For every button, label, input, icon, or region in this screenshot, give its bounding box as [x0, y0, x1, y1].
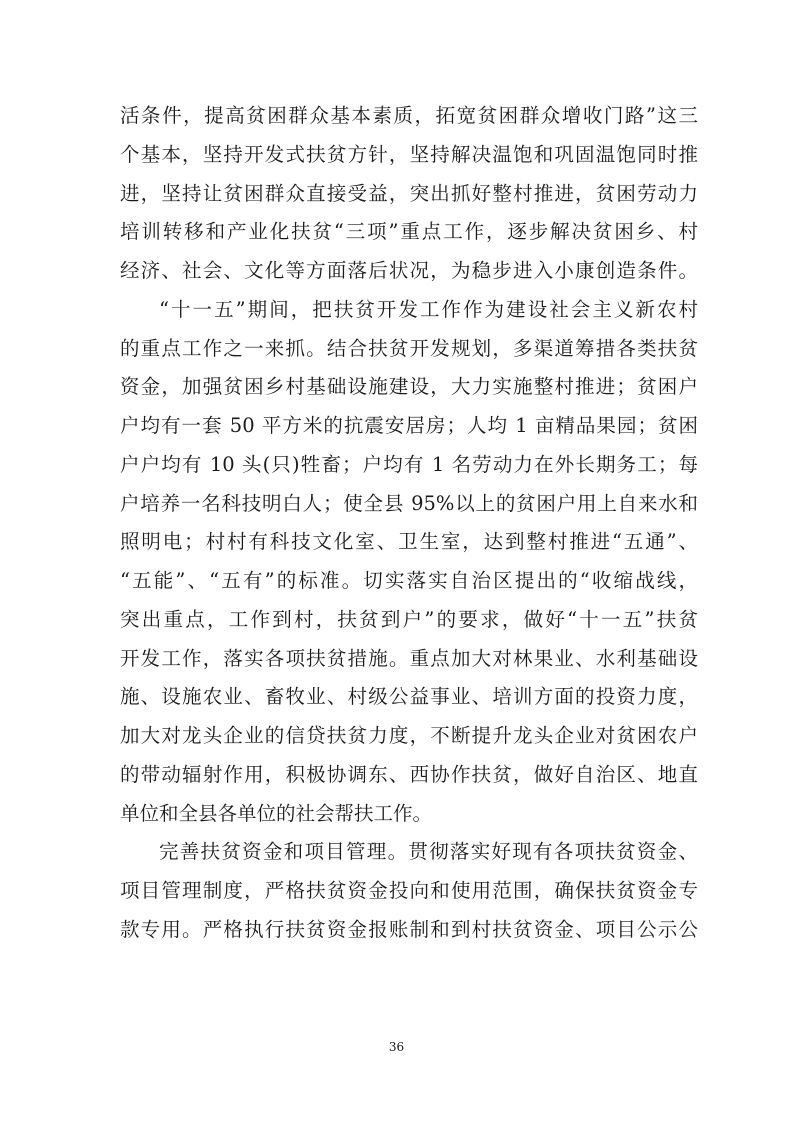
paragraph-3-line-1: 完善扶贫资金和项目管理。贯彻落实好现有各项扶贫资金、	[159, 840, 698, 864]
paragraph-2-line-8: “五能”、“五有”的标准。切实落实自治区提出的“收缩战线，	[120, 569, 698, 592]
paragraph-2-line-11: 施、设施农业、畜牧业、村级公益事业、培训方面的投资力度，	[120, 685, 698, 709]
paragraph-1-line-1: 活条件，提高贫困群众基本素质，拓宽贫困群众增收门路”这三	[120, 104, 698, 127]
paragraph-2-line-14: 单位和全县各单位的社会帮扶工作。	[120, 801, 433, 825]
paragraph-3-line-3: 款专用。严格执行扶贫资金报账制和到村扶贫资金、项目公示公	[120, 917, 698, 941]
paragraph-2-line-5: 户户均有 10 头(只)牲畜；户均有 1 名劳动力在外长期务工；每	[120, 452, 698, 476]
paragraph-1-line-4: 培训转移和产业化扶贫“三项”重点工作，逐步解决贫困乡、村	[120, 220, 698, 244]
page-number: 36	[388, 1040, 405, 1054]
paragraph-1-line-2: 个基本，坚持开发式扶贫方针，坚持解决温饱和巩固温饱同时推	[120, 142, 698, 166]
paragraph-3-line-2: 项目管理制度，严格扶贫资金投向和使用范围，确保扶贫资金专	[120, 879, 698, 902]
paragraph-2-line-9: 突出重点，工作到村，扶贫到户”的要求，做好“十一五”扶贫	[120, 607, 698, 631]
paragraph-2-line-6: 户培养一名科技明白人；使全县 95%以上的贫困户用上自来水和	[120, 491, 698, 515]
paragraph-1-line-5: 经济、社会、文化等方面落后状况，为稳步进入小康创造条件。	[120, 259, 698, 282]
paragraph-2-line-3: 资金，加强贫困乡村基础设施建设，大力实施整村推进；贫困户	[120, 375, 698, 399]
paragraph-2-line-4: 户均有一套 50 平方米的抗震安居房；人均 1 亩精品果园；贫困	[120, 414, 698, 437]
paragraph-2-line-1: “十一五”期间，把扶贫开发工作作为建设社会主义新农村	[159, 297, 698, 321]
paragraph-2-line-7: 照明电；村村有科技文化室、卫生室，达到整村推进“五通”、	[120, 530, 698, 554]
paragraph-2-line-12: 加大对龙头企业的信贷扶贫力度，不断提升龙头企业对贫困农户	[120, 724, 698, 747]
paragraph-1-line-3: 进，坚持让贫困群众直接受益，突出抓好整村推进，贫困劳动力	[120, 181, 698, 205]
body-text	[120, 97, 698, 950]
paragraph-2-line-10: 开发工作，落实各项扶贫措施。重点加大对林果业、水利基础设	[120, 646, 698, 670]
paragraph-2-line-2: 的重点工作之一来抓。结合扶贫开发规划，多渠道筹措各类扶贫	[120, 336, 698, 360]
paragraph-2-line-13: 的带动辐射作用，积极协调东、西协作扶贫，做好自治区、地直	[120, 762, 698, 786]
